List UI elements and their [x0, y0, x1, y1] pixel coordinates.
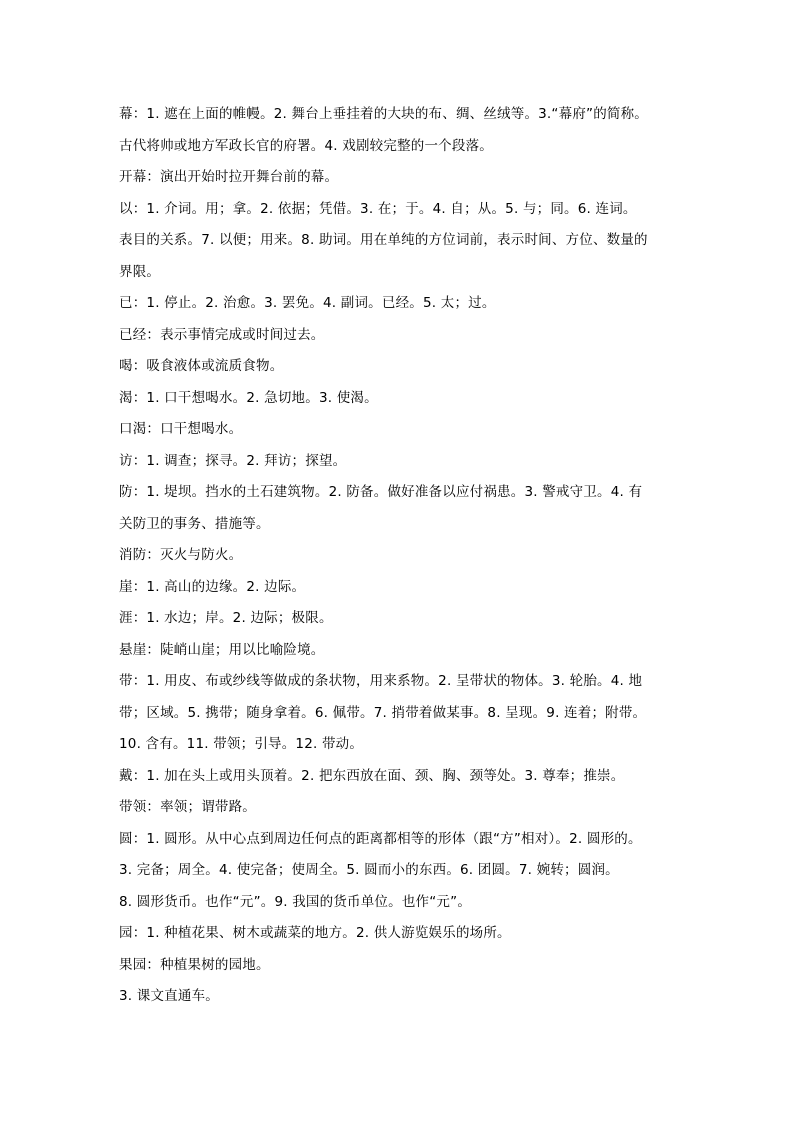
text-line: 防：1. 堤坝。挡水的土石建筑物。2. 防备。做好准备以应付祸患。3. 警戒守卫。4. 有 [119, 484, 643, 500]
text-line: 访：1. 调查；探寻。2. 拜访；探望。 [119, 452, 347, 469]
text-line: 园：1. 种植花果、树木或蔬菜的地方。2. 供人游览娱乐的场所。 [119, 925, 511, 941]
text-line: 古代将帅或地方军政长官的府署。4. 戏剧较完整的一个段落。 [119, 137, 493, 154]
text-line: 涯：1. 水边；岸。2. 边际；极限。 [119, 610, 333, 626]
text-line: 喝：吸食液体或流质食物。 [119, 358, 284, 374]
text-line: 果园：种植果树的园地。 [119, 956, 270, 973]
text-line: 界限。 [119, 263, 161, 280]
text-line: 带：1. 用皮、布或纱线等做成的条状物，用来系物。2. 呈带状的物体。3. 轮胎。4. 地 [119, 673, 643, 689]
text-line: 悬崖：陡峭山崖；用以比喻险境。 [119, 641, 325, 658]
text-line: 3. 完备；周全。4. 使完备；使周全。5. 圆而小的东西。6. 团圆。7. 婉转；圆润。 [119, 862, 619, 878]
text-line: 崖：1. 高山的边缘。2. 边际。 [119, 578, 306, 595]
text-line: 戴：1. 加在头上或用头顶着。2. 把东西放在面、颈、胸、颈等处。3. 尊奉；推崇。 [119, 767, 625, 784]
text-line: 3. 课文直通车。 [119, 988, 219, 1004]
text-line: 圆：1. 圆形。从中心点到周边任何点的距离都相等的形体（跟“方”相对）。2. 圆形的。 [119, 830, 642, 847]
text-line: 已：1. 停止。2. 治愈。3. 罢免。4. 副词。已经。5. 太；过。 [119, 295, 496, 311]
text-line: 8. 圆形货币。也作“元”。9. 我国的货币单位。也作“元”。 [119, 893, 472, 910]
text-line: 幕：1. 遮在上面的帷幔。2. 舞台上垂挂着的大块的布、绸、丝绒等。3.“幕府”的简称。 [119, 106, 649, 122]
text-line: 带；区域。5. 携带；随身拿着。6. 佩带。7. 捎带着做某事。8. 呈现。9. 连着；附带。 [119, 704, 647, 721]
text-line: 已经：表示事情完成或时间过去。 [119, 326, 325, 343]
text-line: 带领：率领；谓带路。 [119, 799, 256, 815]
text-line: 以：1. 介词。用；拿。2. 依据；凭借。3. 在；于。4. 自；从。5. 与；同。6. 连词。 [119, 200, 637, 217]
document-body [119, 99, 679, 1013]
text-line: 消防：灭火与防火。 [119, 547, 243, 563]
text-line: 口渴：口干想喝水。 [119, 421, 243, 437]
text-line: 渴：1. 口干想喝水。2. 急切地。3. 使渴。 [119, 389, 378, 406]
text-line: 开幕：演出开始时拉开舞台前的幕。 [119, 169, 339, 185]
text-line: 10. 含有。11. 带领；引导。12. 带动。 [119, 736, 364, 752]
text-line: 表目的关系。7. 以便；用来。8. 助词。用在单纯的方位词前，表示时间、方位、数量的 [119, 232, 648, 248]
text-line: 关防卫的事务、措施等。 [119, 515, 270, 532]
